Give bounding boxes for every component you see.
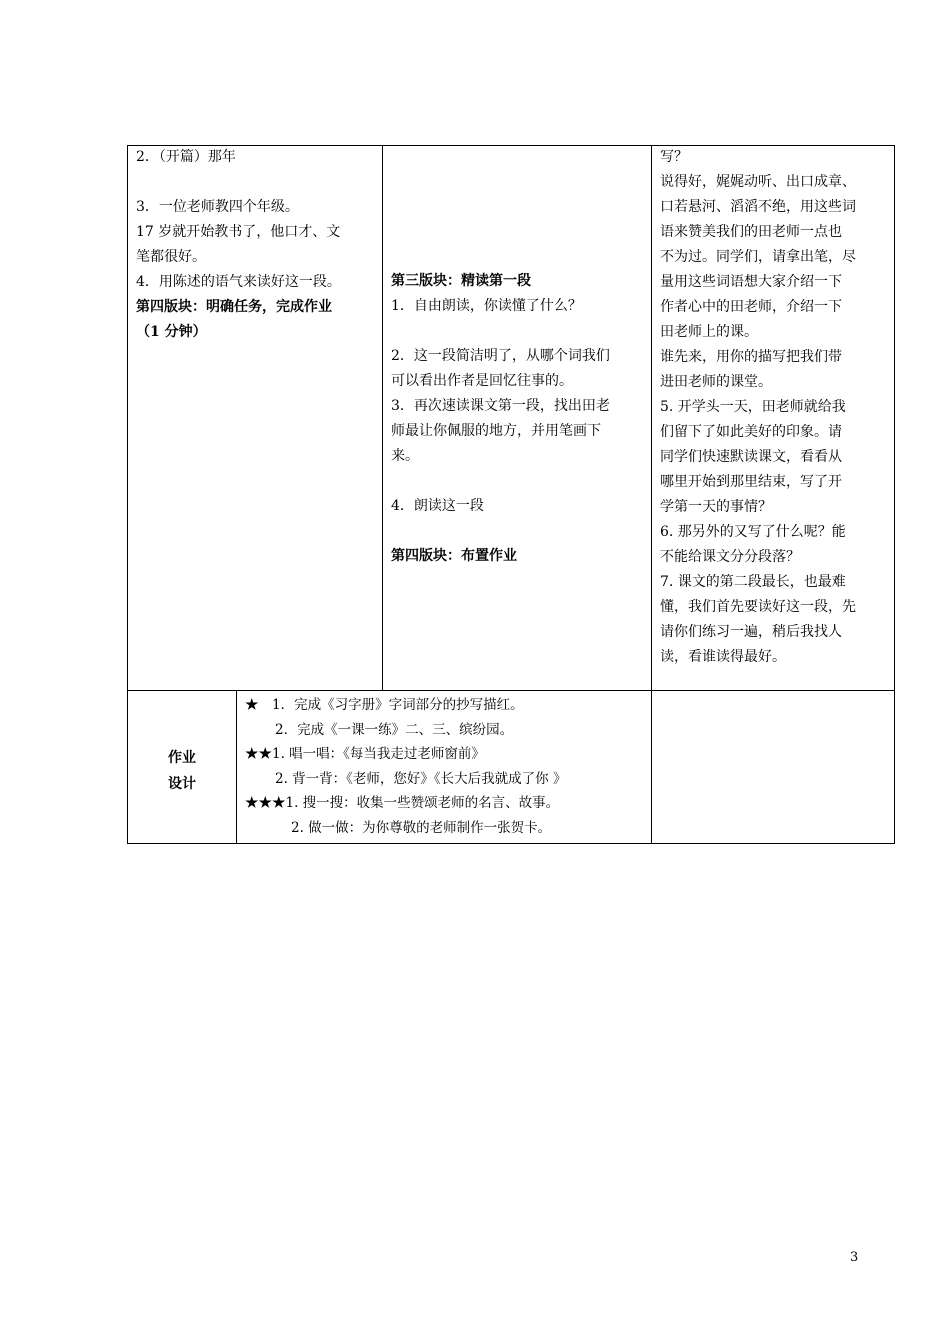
table-divider: [236, 690, 237, 844]
content-line: 哪里开始到那里结束，写了开: [660, 474, 842, 490]
content-line: 写？: [660, 149, 688, 165]
content-line: 进田老师的课堂。: [660, 374, 772, 390]
section-heading: 第四版块：明确任务，完成作业: [136, 299, 332, 315]
homework-label: [128, 745, 236, 797]
content-line: 作者心中的田老师，介绍一下: [660, 299, 842, 315]
content-line: 可以看出作者是回忆往事的。: [391, 373, 573, 389]
teaching-content-cell: [136, 145, 378, 345]
content-line: 同学们快速默读课文，看看从: [660, 449, 842, 465]
content-line: 笔都很好。: [136, 249, 206, 265]
section-heading: 第四版块：布置作业: [391, 548, 517, 564]
content-line: 口若悬河、滔滔不绝，用这些词: [660, 199, 856, 215]
content-line: 们留下了如此美好的印象。请: [660, 424, 842, 440]
content-line: 来。: [391, 448, 419, 464]
homework-item: ★★★1. 搜一搜：收集一些赞颂老师的名言、故事。: [245, 795, 560, 811]
content-line: [136, 170, 378, 195]
content-line: 不为过。同学们，请拿出笔，尽: [660, 249, 856, 265]
content-line: 量用这些词语想大家介绍一下: [660, 274, 842, 290]
content-line: 读，看谁读得最好。: [660, 649, 786, 665]
content-line: [391, 469, 647, 494]
content-line: 师最让你佩服的地方，并用笔画下: [391, 423, 601, 439]
content-line: 谁先来，用你的描写把我们带: [660, 349, 842, 365]
content-line: 4．朗读这一段: [391, 498, 484, 514]
content-line: 请你们练习一遍，稍后我找人: [660, 624, 842, 640]
content-line: 7. 课文的第二段最长，也最难: [660, 574, 846, 590]
design-intent-cell: [660, 145, 890, 670]
homework-label-line: 作业: [168, 750, 196, 766]
content-line: 3．再次速读课文第一段，找出田老: [391, 398, 610, 414]
content-line: 2．这一段简洁明了，从哪个词我们: [391, 348, 610, 364]
homework-item: 2. 背一背：《老师，您好》《长大后我就成了你 》: [275, 770, 567, 787]
section-heading: 第三版块：精读第一段: [391, 273, 531, 289]
content-line: 6. 那另外的又写了什么呢？能: [660, 524, 846, 540]
content-line: 语来赞美我们的田老师一点也: [660, 224, 842, 240]
content-line: 1．自由朗读，你读懂了什么？: [391, 298, 582, 314]
table-divider: [127, 690, 895, 691]
table-divider: [382, 145, 383, 690]
page-number: 3: [850, 1250, 859, 1265]
content-line: [391, 319, 647, 344]
section-heading: （1 分钟）: [136, 324, 207, 340]
content-line: 懂，我们首先要读好这一段，先: [660, 599, 856, 615]
content-line: 2．（开篇）那年: [136, 149, 236, 165]
content-line: 3．一位老师教四个年级。: [136, 199, 299, 215]
content-line: 田老师上的课。: [660, 324, 758, 340]
content-line: 不能给课文分分段落？: [660, 549, 800, 565]
homework-item: 2．完成《一课一练》二、三、缤纷园。: [275, 721, 514, 738]
content-line: 17 岁就开始教书了，他口才、文: [136, 224, 341, 240]
table-divider: [651, 145, 652, 844]
content-line: 说得好，娓娓动听、出口成章、: [660, 174, 856, 190]
content-line: 学第一天的事情？: [660, 499, 772, 515]
homework-item: ★★1. 唱一唱：《每当我走过老师窗前》: [245, 746, 485, 762]
homework-item: 2. 做一做：为你尊敬的老师制作一张贺卡。: [291, 819, 552, 836]
content-line: 5. 开学头一天，田老师就给我: [660, 399, 846, 415]
student-activity-cell: [391, 269, 647, 569]
content-line: 4．用陈述的语气来读好这一段。: [136, 274, 341, 290]
homework-list: [245, 693, 647, 840]
content-line: [391, 519, 647, 544]
homework-item: ★ 1．完成《习字册》字词部分的抄写描红。: [245, 697, 524, 713]
homework-label-line: 设计: [168, 776, 196, 792]
